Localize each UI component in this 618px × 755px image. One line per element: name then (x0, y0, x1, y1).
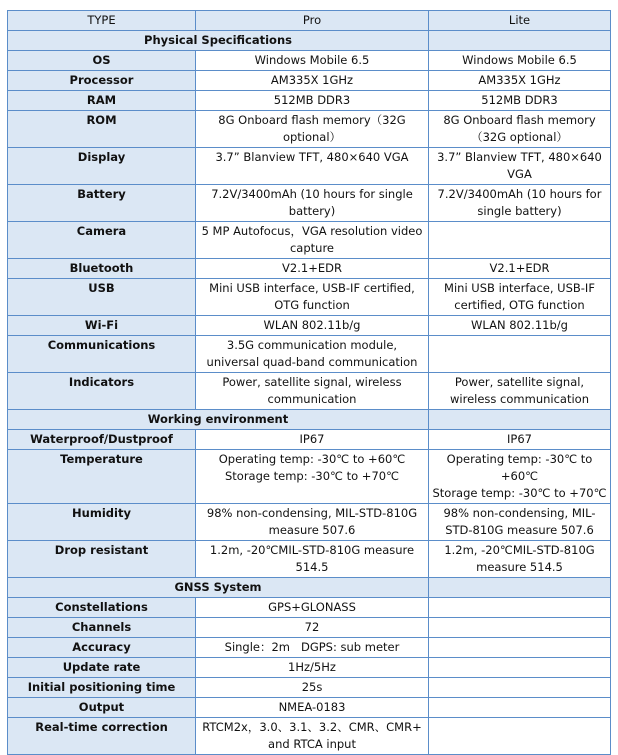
table-row (8, 618, 611, 638)
lite-value: 3.7” Blanview TFT, 480×640 VGA (429, 148, 611, 185)
lite-value: Windows Mobile 6.5 (429, 51, 611, 71)
pro-value: 8G Onboard flash memory（32G optional） (196, 111, 429, 148)
pro-value: 72 (196, 618, 429, 638)
spec-table (7, 10, 611, 755)
lite-value (429, 638, 611, 658)
table-row (8, 71, 611, 91)
pro-value: WLAN 802.11b/g (196, 316, 429, 336)
lite-value: 98% non-condensing, MIL-STD-810G measure 507.6 (429, 504, 611, 541)
lite-value: IP67 (429, 430, 611, 450)
pro-value: 3.7” Blanview TFT, 480×640 VGA (196, 148, 429, 185)
table-row (8, 259, 611, 279)
row-label: USB (8, 279, 196, 316)
lite-value: 8G Onboard flash memory（32G optional） (429, 111, 611, 148)
section-title-working: Working environment (8, 410, 429, 430)
row-label: Indicators (8, 373, 196, 410)
table-row (8, 504, 611, 541)
table-row (8, 598, 611, 618)
pro-value: NMEA-0183 (196, 698, 429, 718)
pro-value: Power, satellite signal, wireless communication (196, 373, 429, 410)
pro-value: 1Hz/5Hz (196, 658, 429, 678)
section-title-gnss: GNSS System (8, 578, 429, 598)
pro-value: Mini USB interface, USB-IF certified, OTG function (196, 279, 429, 316)
pro-value: 7.2V/3400mAh (10 hours for single battery) (196, 185, 429, 222)
pro-value: GPS+GLONASS (196, 598, 429, 618)
table-row (8, 51, 611, 71)
table-row (8, 279, 611, 316)
row-label: Communications (8, 336, 196, 373)
row-label: Processor (8, 71, 196, 91)
table-row (8, 148, 611, 185)
table-row (8, 373, 611, 410)
section-row (8, 410, 611, 430)
row-label: Constellations (8, 598, 196, 618)
lite-value: 1.2m, -20℃MIL-STD-810G measure 514.5 (429, 541, 611, 578)
row-label: Output (8, 698, 196, 718)
section-row (8, 31, 611, 51)
table-row (8, 222, 611, 259)
header-pro: Pro (196, 11, 429, 31)
lite-value: Mini USB interface, USB-IF certified, OTG function (429, 279, 611, 316)
header-lite: Lite (429, 11, 611, 31)
row-label: Display (8, 148, 196, 185)
header-row (8, 11, 611, 31)
pro-value: 5 MP Autofocus，VGA resolution video capture (196, 222, 429, 259)
pro-value: AM335X 1GHz (196, 71, 429, 91)
table-row (8, 316, 611, 336)
row-label: Initial positioning time (8, 678, 196, 698)
lite-value: Operating temp: -30℃ to +60℃ Storage temp: -30℃ to +70℃ (429, 450, 611, 504)
table-row (8, 430, 611, 450)
table-row (8, 91, 611, 111)
section-title-physical: Physical Specifications (8, 31, 429, 51)
pro-value: Operating temp: -30℃ to +60℃ Storage temp: -30℃ to +70℃ (196, 450, 429, 504)
row-label: Temperature (8, 450, 196, 504)
header-type: TYPE (8, 11, 196, 31)
lite-value (429, 658, 611, 678)
lite-value: Power, satellite signal, wireless communication (429, 373, 611, 410)
table-row (8, 336, 611, 373)
row-label: Waterproof/Dustproof (8, 430, 196, 450)
lite-value (429, 718, 611, 755)
row-label: Humidity (8, 504, 196, 541)
row-label: Wi-Fi (8, 316, 196, 336)
section-spacer (429, 578, 611, 598)
row-label: ROM (8, 111, 196, 148)
lite-value: V2.1+EDR (429, 259, 611, 279)
pro-value: 512MB DDR3 (196, 91, 429, 111)
lite-value (429, 618, 611, 638)
lite-value: WLAN 802.11b/g (429, 316, 611, 336)
lite-value: AM335X 1GHz (429, 71, 611, 91)
table-row (8, 718, 611, 755)
row-label: Camera (8, 222, 196, 259)
row-label: Battery (8, 185, 196, 222)
pro-value: 1.2m, -20℃MIL-STD-810G measure 514.5 (196, 541, 429, 578)
lite-value (429, 598, 611, 618)
row-label: OS (8, 51, 196, 71)
lite-value (429, 678, 611, 698)
lite-value: 512MB DDR3 (429, 91, 611, 111)
row-label: RAM (8, 91, 196, 111)
pro-value: 3.5G communication module, universal quad-band communication (196, 336, 429, 373)
row-label: Channels (8, 618, 196, 638)
table-row (8, 450, 611, 504)
table-row (8, 678, 611, 698)
lite-value (429, 222, 611, 259)
section-row (8, 578, 611, 598)
row-label: Accuracy (8, 638, 196, 658)
pro-value: Windows Mobile 6.5 (196, 51, 429, 71)
pro-value: 25s (196, 678, 429, 698)
pro-value: RTCM2x，3.0、3.1、3.2、CMR、CMR+ and RTCA input (196, 718, 429, 755)
table-row (8, 698, 611, 718)
lite-value (429, 698, 611, 718)
lite-value (429, 336, 611, 373)
row-label: Drop resistant (8, 541, 196, 578)
pro-value: IP67 (196, 430, 429, 450)
table-row (8, 185, 611, 222)
lite-value: 7.2V/3400mAh (10 hours for single battery) (429, 185, 611, 222)
section-spacer (429, 410, 611, 430)
table-row (8, 658, 611, 678)
row-label: Update rate (8, 658, 196, 678)
pro-value: Single：2m DGPS: sub meter (196, 638, 429, 658)
row-label: Real-time correction (8, 718, 196, 755)
pro-value: 98% non-condensing, MIL-STD-810G measure 507.6 (196, 504, 429, 541)
table-row (8, 638, 611, 658)
table-row (8, 111, 611, 148)
pro-value: V2.1+EDR (196, 259, 429, 279)
table-row (8, 541, 611, 578)
section-spacer (429, 31, 611, 51)
row-label: Bluetooth (8, 259, 196, 279)
